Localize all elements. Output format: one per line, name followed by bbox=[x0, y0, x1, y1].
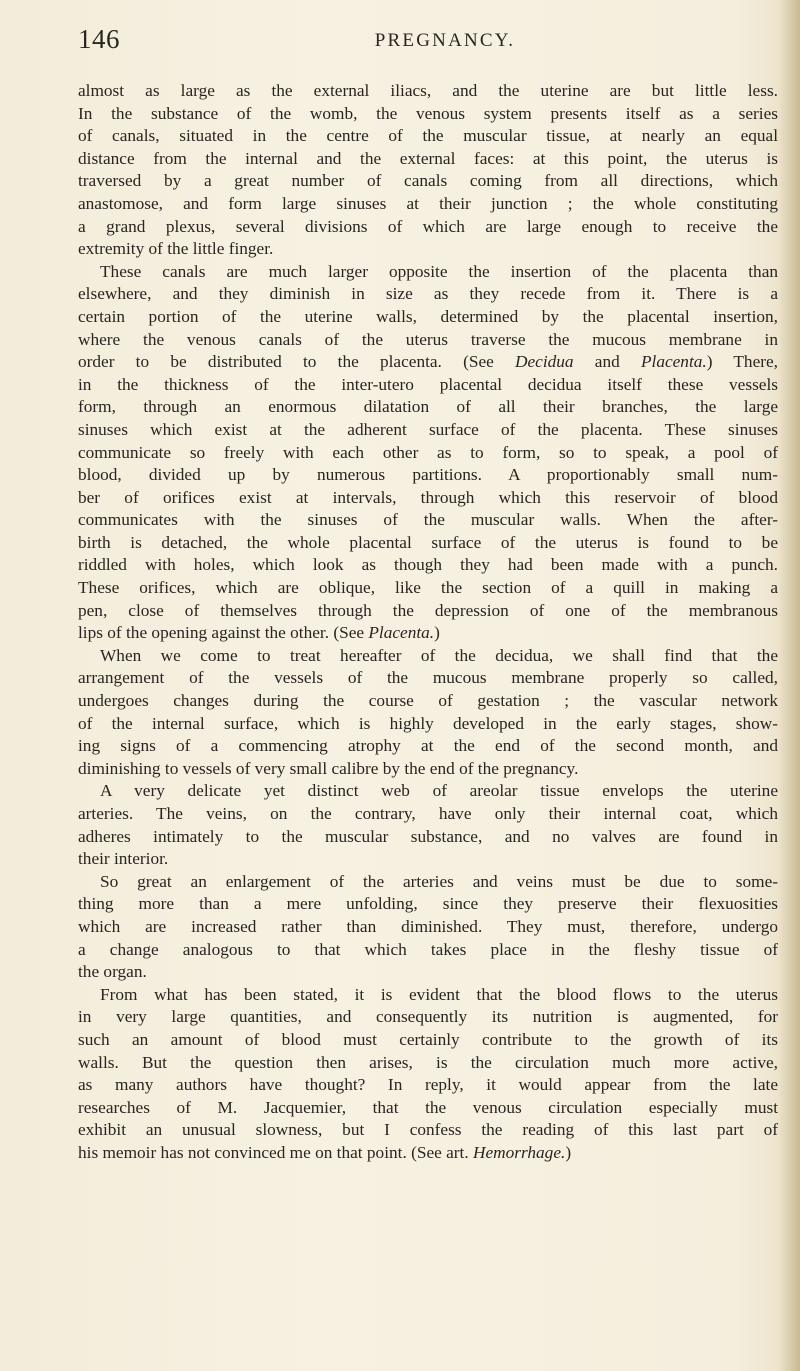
text-line bbox=[78, 306, 778, 329]
text-line bbox=[78, 735, 778, 758]
text-line bbox=[78, 351, 778, 374]
text-segment: arrangement of the vessels of the mucous membrane properly so called, bbox=[78, 668, 778, 688]
text-segment: where the venous canals of the uterus traverse the mucous membrane in bbox=[78, 329, 778, 349]
text-line bbox=[78, 464, 778, 487]
text-segment: which are increased rather than diminished. They must, therefore, undergo bbox=[78, 916, 778, 936]
text-line bbox=[78, 1119, 778, 1142]
text-line bbox=[78, 509, 778, 532]
text-line bbox=[78, 374, 778, 397]
text-segment: undergoes changes during the course of gestation ; the vascular network bbox=[78, 691, 778, 711]
text-segment: traversed by a great number of canals coming from all directions, which bbox=[78, 171, 778, 191]
text-segment: sinuses which exist at the adherent surface of the placenta. These sinuses bbox=[78, 419, 778, 439]
text-segment: birth is detached, the whole placental surface of the uterus is found to be bbox=[78, 532, 778, 552]
text-segment: diminishing to vessels of very small calibre by the end of the pregnancy. bbox=[78, 758, 579, 778]
text-line bbox=[78, 554, 778, 577]
text-segment: exhibit an unusual slowness, but I confess the reading of this last part of bbox=[78, 1120, 778, 1140]
text-line bbox=[78, 1052, 778, 1075]
text-segment: riddled with holes, which look as though they had been made with a punch. bbox=[78, 555, 778, 575]
text-line bbox=[78, 238, 778, 261]
text-segment: ) bbox=[434, 623, 440, 643]
running-head: PREGNANCY. bbox=[374, 30, 516, 51]
text-segment: of the internal surface, which is highly developed in the early stages, show- bbox=[78, 713, 778, 733]
text-segment: and bbox=[573, 352, 641, 372]
text-segment: anastomose, and form large sinuses at their junction ; the whole constituting bbox=[78, 193, 778, 213]
text-segment: pen, close of themselves through the depression of one of the membranous bbox=[78, 600, 778, 620]
text-line bbox=[78, 329, 778, 352]
text-line bbox=[78, 577, 778, 600]
text-segment: ing signs of a commencing atrophy at the end of the second month, and bbox=[78, 736, 778, 756]
text-segment: almost as large as the external iliacs, and the uterine are but little less. bbox=[78, 81, 778, 100]
text-line bbox=[78, 170, 778, 193]
text-line bbox=[78, 1006, 778, 1029]
text-segment: adheres intimately to the muscular substance, and no valves are found in bbox=[78, 826, 778, 846]
text-segment: form, through an enormous dilatation of all their branches, the large bbox=[78, 397, 778, 417]
text-segment: their interior. bbox=[78, 849, 169, 869]
text-line bbox=[78, 939, 778, 962]
text-line bbox=[78, 667, 778, 690]
text-line bbox=[78, 532, 778, 555]
text-segment: extremity of the little finger. bbox=[78, 239, 274, 259]
text-segment: in very large quantities, and consequently its nutrition is augmented, for bbox=[78, 1007, 778, 1027]
text-segment: lips of the opening against the other. (See bbox=[78, 623, 369, 643]
text-segment: arteries. The veins, on the contrary, have only their internal coat, which bbox=[78, 804, 778, 823]
page-number: 146 bbox=[78, 24, 120, 54]
text-segment: From what has been stated, it is evident that the blood flows to the uterus bbox=[100, 984, 778, 1004]
text-line bbox=[78, 622, 778, 645]
text-line bbox=[78, 283, 778, 306]
italic-reference: Placenta. bbox=[640, 352, 707, 372]
text-line bbox=[78, 826, 778, 849]
text-line bbox=[78, 961, 778, 984]
text-segment: elsewhere, and they diminish in size as they recede from it. There is a bbox=[78, 284, 778, 304]
italic-reference: Hemorrhage. bbox=[472, 1142, 566, 1162]
text-line bbox=[78, 916, 778, 939]
text-line bbox=[78, 713, 778, 736]
text-segment: walls. But the question then arises, is the circulation much more active, bbox=[78, 1052, 778, 1072]
text-line bbox=[78, 419, 778, 442]
text-segment: his memoir has not convinced me on that point. (See art. bbox=[78, 1142, 473, 1162]
text-segment: ) bbox=[565, 1142, 572, 1162]
text-line bbox=[78, 193, 778, 216]
text-line bbox=[78, 125, 778, 148]
text-line bbox=[78, 103, 778, 126]
body-text bbox=[78, 80, 778, 1165]
text-line bbox=[78, 780, 778, 803]
text-segment: in the thickness of the inter-utero placental decidua itself these vessels bbox=[78, 374, 778, 394]
text-segment: distance from the internal and the external faces: at this point, the uterus is bbox=[78, 148, 778, 168]
text-segment: certain portion of the uterine walls, determined by the placental insertion, bbox=[78, 306, 778, 326]
text-segment: ) There, bbox=[706, 352, 778, 372]
text-line bbox=[78, 80, 778, 103]
text-segment: order to be distributed to the placenta. (See bbox=[78, 352, 516, 372]
italic-reference: Decidua bbox=[515, 352, 574, 372]
text-line bbox=[78, 1074, 778, 1097]
text-segment: These orifices, which are oblique, like the section of a quill in making a bbox=[78, 578, 778, 598]
text-line bbox=[78, 216, 778, 239]
page-edge-shadow bbox=[778, 0, 800, 1371]
text-line bbox=[78, 261, 778, 284]
text-segment: the organ. bbox=[78, 962, 147, 982]
text-line bbox=[78, 803, 778, 826]
text-line bbox=[78, 148, 778, 171]
text-line bbox=[78, 848, 778, 871]
text-segment: of canals, situated in the centre of the muscular tissue, at nearly an equal bbox=[78, 126, 778, 146]
text-line bbox=[78, 984, 778, 1007]
italic-reference: Placenta. bbox=[368, 623, 435, 643]
text-line bbox=[78, 1029, 778, 1052]
text-segment: A very delicate yet distinct web of areolar tissue envelops the uterine bbox=[100, 781, 778, 801]
text-segment: a change analogous to that which takes place in the fleshy tissue of bbox=[78, 939, 778, 959]
text-segment: communicates with the sinuses of the muscular walls. When the after- bbox=[78, 510, 778, 530]
text-segment: communicate so freely with each other as to form, so to speak, a pool of bbox=[78, 442, 778, 462]
text-segment: a grand plexus, several divisions of which are large enough to receive the bbox=[78, 216, 778, 236]
text-line bbox=[78, 690, 778, 713]
text-line bbox=[78, 758, 778, 781]
text-segment: These canals are much larger opposite the insertion of the placenta than bbox=[100, 261, 778, 281]
text-segment: When we come to treat hereafter of the decidua, we shall find that the bbox=[100, 645, 778, 665]
text-line bbox=[78, 645, 778, 668]
text-segment: In the substance of the womb, the venous system presents itself as a series bbox=[78, 103, 778, 123]
page-header bbox=[78, 24, 778, 64]
text-line bbox=[78, 1097, 778, 1120]
text-segment: So great an enlargement of the arteries and veins must be due to some- bbox=[100, 871, 778, 891]
text-segment: ber of orifices exist at intervals, through which this reservoir of blood bbox=[78, 487, 778, 507]
text-segment: such an amount of blood must certainly contribute to the growth of its bbox=[78, 1029, 778, 1049]
text-line bbox=[78, 396, 778, 419]
text-line bbox=[78, 442, 778, 465]
text-segment: blood, divided up by numerous partitions. A proportionably small num- bbox=[78, 465, 778, 485]
text-segment: as many authors have thought? In reply, it would appear from the late bbox=[78, 1075, 778, 1095]
text-segment: researches of M. Jacquemier, that the venous circulation especially must bbox=[78, 1097, 778, 1117]
text-line bbox=[78, 487, 778, 510]
text-line bbox=[78, 1142, 778, 1165]
text-line bbox=[78, 893, 778, 916]
text-line bbox=[78, 871, 778, 894]
text-segment: thing more than a mere unfolding, since they preserve their flexuosities bbox=[78, 894, 778, 914]
text-line bbox=[78, 600, 778, 623]
